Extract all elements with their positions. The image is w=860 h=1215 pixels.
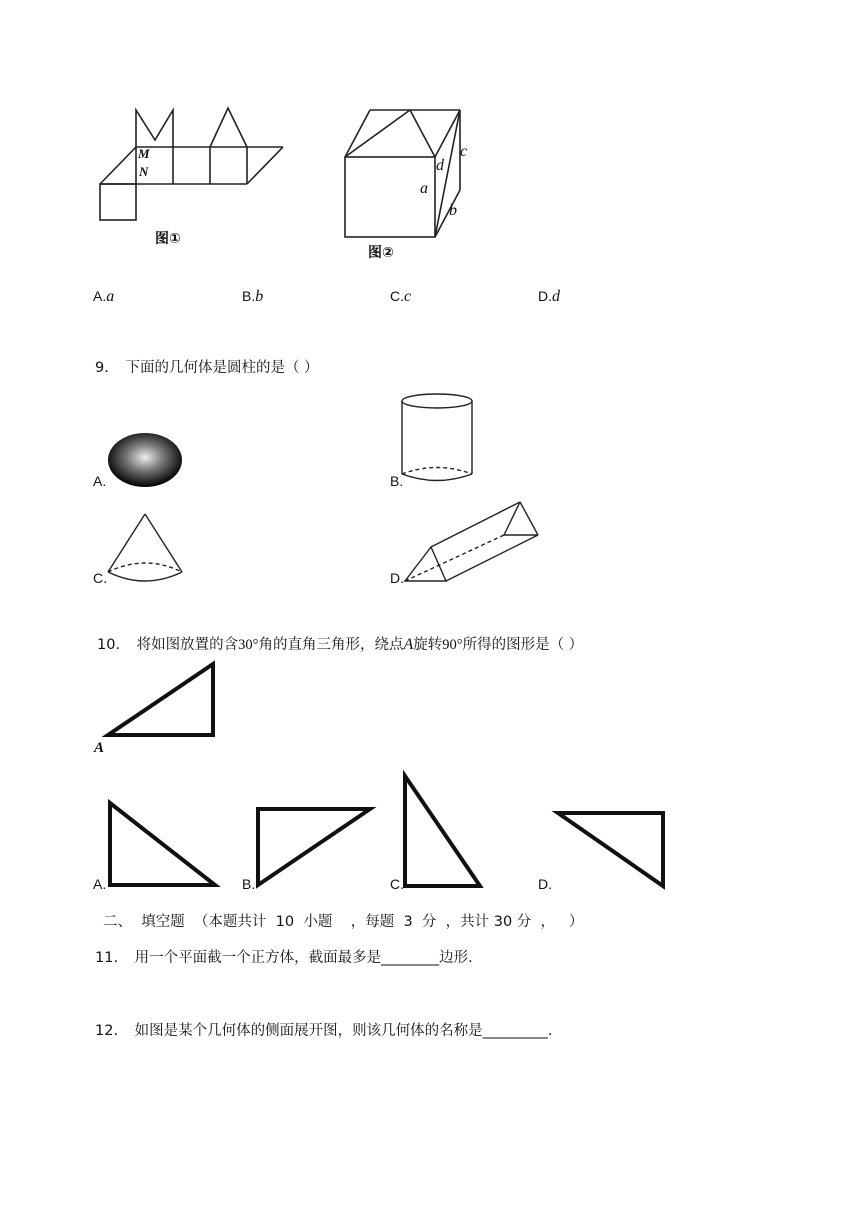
q8-option-b[interactable] <box>242 287 263 306</box>
angle-value: 30° <box>238 637 259 653</box>
q9-option-b-label[interactable]: B. <box>390 473 404 489</box>
q9-option-c-label[interactable]: C. <box>93 570 107 586</box>
question-number: 9. <box>95 360 109 376</box>
cone-shape <box>105 512 185 587</box>
option-prefix: C. <box>390 288 404 304</box>
option-prefix: A. <box>93 288 107 304</box>
question-text-4: 所得的图形是（ ） <box>462 637 584 653</box>
label-d: d <box>436 157 444 174</box>
triangle-option-a <box>105 800 220 890</box>
label-M: M <box>138 146 150 161</box>
q10-question <box>97 636 583 654</box>
sphere-shape <box>107 432 187 490</box>
label-c: c <box>460 143 468 160</box>
net-figure-1 <box>95 100 295 260</box>
q11-question <box>95 949 473 967</box>
question-text: 下面的几何体是圆柱的是（ ） <box>125 360 319 376</box>
question-number: 11. <box>95 950 119 966</box>
q8-option-a[interactable] <box>93 287 114 306</box>
q10-option-d-label[interactable]: D. <box>538 876 552 892</box>
question-number: 12. <box>95 1023 119 1039</box>
question-text-1: 将如图放置的含 <box>136 637 239 653</box>
question-text: 如图是某个几何体的侧面展开图，则该几何体的名称是_________. <box>134 1023 553 1039</box>
question-text-2: 角的直角三角形，绕点 <box>258 637 404 653</box>
point-name: A <box>403 636 414 653</box>
cube-figure-2 <box>340 100 480 245</box>
figure-2-caption: 图② <box>368 245 394 261</box>
label-N: N <box>139 164 149 179</box>
option-prefix: D. <box>538 288 552 304</box>
q8-option-c[interactable] <box>390 287 411 306</box>
option-var: a <box>106 288 115 305</box>
question-text: 用一个平面截一个正方体，截面最多是________边形. <box>134 950 473 966</box>
figure-1-caption: 图① <box>155 231 181 247</box>
option-var: b <box>255 288 264 305</box>
q10-option-a-label[interactable]: A. <box>93 876 107 892</box>
option-var: d <box>552 288 560 305</box>
triangle-option-b <box>255 805 375 890</box>
rotation-value: 90° <box>442 637 463 653</box>
question-text-3: 旋转 <box>413 637 443 653</box>
q9-option-d-label[interactable]: D. <box>390 570 404 586</box>
option-prefix: B. <box>242 288 256 304</box>
section-2-title: 二、 填空题 （本题共计 10 小题 ，每题 3 分 ，共计 30 分 ， ） <box>103 914 584 930</box>
q10-option-c-label[interactable]: C. <box>390 876 404 892</box>
q9-question <box>95 359 319 377</box>
prism-shape <box>400 498 545 588</box>
triangle-option-d <box>553 808 671 890</box>
q9-option-a-label[interactable]: A. <box>93 473 107 489</box>
cylinder-shape <box>400 390 480 490</box>
option-var: c <box>404 288 412 305</box>
label-a: a <box>420 180 428 197</box>
original-triangle <box>105 660 220 740</box>
point-A-label: A <box>94 740 105 756</box>
question-number: 10. <box>97 637 121 653</box>
q10-option-b-label[interactable]: B. <box>242 876 256 892</box>
q12-question <box>95 1022 553 1040</box>
q8-option-d[interactable] <box>538 287 560 306</box>
label-b: b <box>449 202 457 219</box>
triangle-option-c <box>400 772 490 890</box>
